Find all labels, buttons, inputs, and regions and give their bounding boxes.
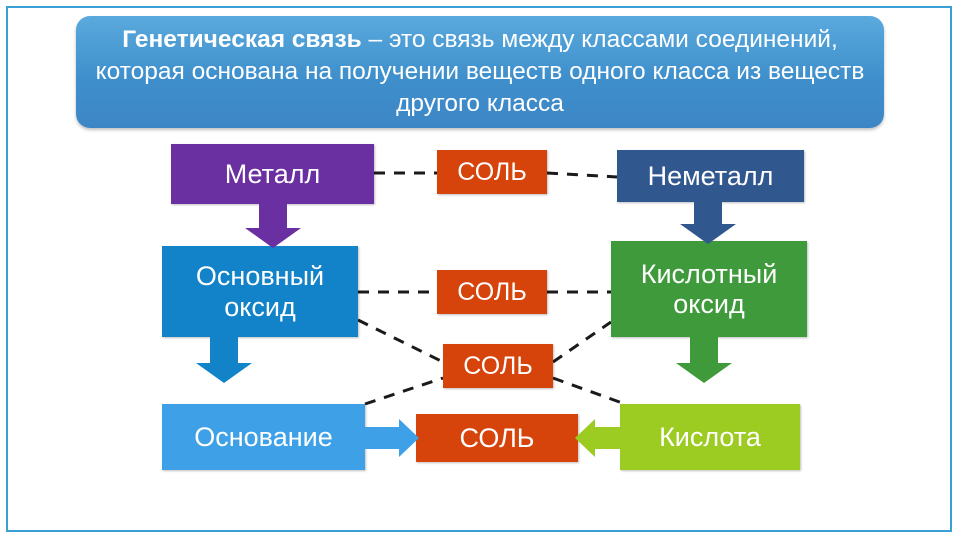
box-acid-oxide-label: Кислотный оксид bbox=[640, 258, 778, 319]
box-basic-oxide-label: Основный оксид bbox=[195, 261, 325, 322]
arrow-shaft bbox=[690, 337, 718, 363]
title-rest: – это связь между классами соединений, которая основана на получении веществ одного класса из веществ другого класса bbox=[95, 25, 865, 118]
box-nonmetal-label: Неметалл bbox=[647, 160, 774, 191]
arrow-shaft bbox=[365, 427, 399, 449]
box-base[interactable] bbox=[162, 404, 365, 470]
box-salt-4[interactable] bbox=[416, 414, 578, 462]
box-nonmetal[interactable] bbox=[617, 150, 804, 202]
box-salt-4-label: СОЛЬ bbox=[459, 422, 535, 453]
arrow-head bbox=[196, 363, 252, 383]
box-salt-3[interactable] bbox=[443, 344, 553, 388]
arrow-head bbox=[676, 363, 732, 383]
box-acid-oxide[interactable] bbox=[611, 241, 807, 337]
arrow-head bbox=[680, 224, 736, 244]
arrow-acid-oxide-to-acid bbox=[676, 337, 732, 383]
page-title bbox=[94, 24, 866, 121]
arrow-shaft bbox=[595, 427, 627, 449]
box-metal[interactable] bbox=[171, 144, 374, 204]
arrow-head bbox=[399, 419, 419, 457]
title-bold-term: Генетическая связь bbox=[122, 25, 362, 53]
box-base-label: Основание bbox=[194, 421, 333, 452]
arrow-acid-to-salt bbox=[575, 419, 627, 457]
title-banner bbox=[76, 16, 884, 128]
arrow-shaft bbox=[259, 204, 287, 228]
arrow-head bbox=[575, 419, 595, 457]
box-salt-1-label: СОЛЬ bbox=[457, 158, 527, 186]
box-acid[interactable] bbox=[620, 404, 800, 470]
arrow-head bbox=[245, 228, 301, 248]
arrow-shaft bbox=[694, 202, 722, 224]
box-salt-2-label: СОЛЬ bbox=[457, 278, 527, 306]
arrow-base-to-salt bbox=[365, 419, 419, 457]
box-salt-2[interactable] bbox=[437, 270, 547, 314]
box-salt-1[interactable] bbox=[437, 150, 547, 194]
arrow-metal-to-basic-oxide bbox=[245, 204, 301, 248]
arrow-nonmetal-to-acid-oxide bbox=[680, 202, 736, 244]
box-acid-label: Кислота bbox=[659, 421, 761, 452]
box-salt-3-label: СОЛЬ bbox=[463, 352, 533, 380]
arrow-basic-oxide-to-base bbox=[196, 337, 252, 383]
box-metal-label: Металл bbox=[224, 158, 321, 189]
arrow-shaft bbox=[210, 337, 238, 363]
box-basic-oxide[interactable] bbox=[162, 246, 358, 337]
